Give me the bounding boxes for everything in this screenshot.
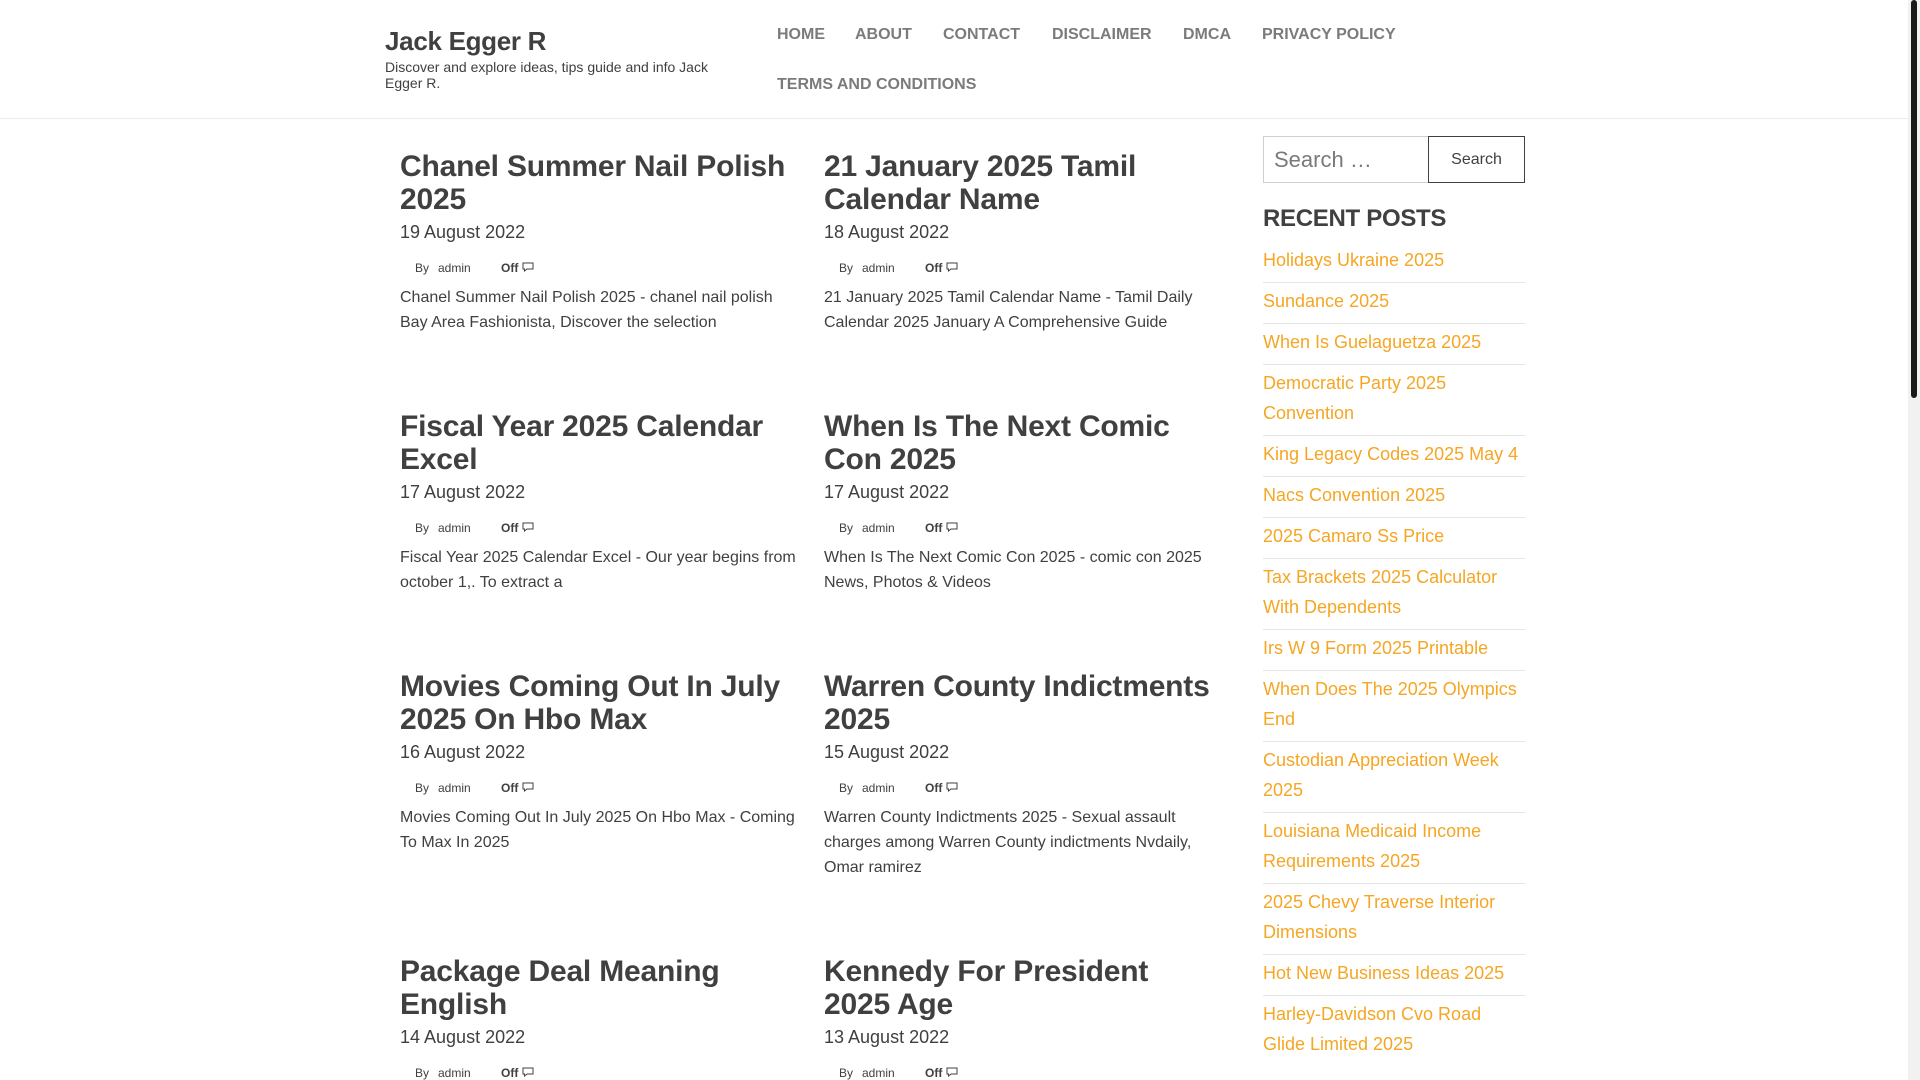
post-title[interactable]: Package Deal Meaning English — [400, 955, 720, 1021]
site-title[interactable]: Jack Egger R — [385, 26, 547, 56]
list-item — [1263, 671, 1525, 742]
byline-label: By — [839, 261, 854, 275]
post-author-link[interactable]: admin — [438, 1066, 471, 1080]
recent-post-link[interactable]: Tax Brackets 2025 Calculator With Dependents — [1263, 567, 1498, 617]
site-description: Discover and explore ideas, tips guide and info Jack Egger R. — [385, 59, 708, 91]
recent-posts-title: RECENT POSTS — [1263, 205, 1447, 232]
byline-label: By — [839, 521, 854, 535]
comment-icon — [522, 522, 534, 532]
post-date: 17 August 2022 — [400, 482, 526, 502]
post-author-link[interactable]: admin — [862, 781, 895, 795]
post-meta — [824, 781, 1220, 797]
comments-status: Off — [925, 1066, 943, 1080]
search-button[interactable]: Search — [1428, 136, 1525, 183]
post-author-link[interactable]: admin — [438, 521, 471, 535]
post-title[interactable]: Chanel Summer Nail Polish 2025 — [400, 150, 786, 216]
byline-label: By — [839, 781, 854, 795]
list-item — [1263, 242, 1525, 283]
post-card — [824, 955, 1220, 1080]
comment-icon — [946, 1067, 958, 1077]
byline-label: By — [415, 521, 430, 535]
recent-posts-list — [1263, 242, 1525, 1066]
post-title[interactable]: Movies Coming Out In July 2025 On Hbo Max — [400, 670, 781, 736]
list-item — [1263, 365, 1525, 436]
post-title[interactable]: When Is The Next Comic Con 2025 — [824, 410, 1170, 476]
byline-label: By — [415, 261, 430, 275]
recent-post-link[interactable]: 2025 Chevy Traverse Interior Dimensions — [1263, 892, 1496, 942]
nav-privacy-policy[interactable]: PRIVACY POLICY — [1262, 26, 1396, 43]
comment-icon — [946, 782, 958, 792]
post-title[interactable]: Warren County Indictments 2025 — [824, 670, 1210, 736]
post-author-link[interactable]: admin — [862, 521, 895, 535]
list-item — [1263, 996, 1525, 1066]
post-title[interactable]: Kennedy For President 2025 Age — [824, 955, 1149, 1021]
recent-post-link[interactable]: Democratic Party 2025 Convention — [1263, 373, 1447, 423]
post-meta — [824, 521, 1220, 537]
post-excerpt: Warren County Indictments 2025 - Sexual assault charges among Warren County indictments Nvdaily, Omar ramirez — [824, 809, 1192, 876]
search-input[interactable] — [1263, 136, 1430, 183]
nav-disclaimer[interactable]: DISCLAIMER — [1052, 26, 1152, 43]
post-author-link[interactable]: admin — [438, 781, 471, 795]
post-date: 13 August 2022 — [824, 1027, 950, 1047]
comments-status: Off — [501, 521, 519, 535]
comment-icon — [522, 1067, 534, 1077]
post-meta — [824, 261, 1220, 277]
post-date: 16 August 2022 — [400, 742, 526, 762]
post-date: 15 August 2022 — [824, 742, 950, 762]
post-card — [400, 670, 796, 855]
nav-about[interactable]: ABOUT — [855, 26, 912, 43]
list-item — [1263, 324, 1525, 365]
nav-home[interactable]: HOME — [777, 26, 825, 43]
scrollbar-thumb[interactable] — [1911, 0, 1917, 398]
post-excerpt: Fiscal Year 2025 Calendar Excel - Our year begins from october 1,. To extract a — [400, 549, 796, 591]
recent-post-link[interactable]: Louisiana Medicaid Income Requirements 2025 — [1263, 821, 1482, 871]
recent-post-link[interactable]: Nacs Convention 2025 — [1263, 485, 1446, 505]
comment-icon — [522, 262, 534, 272]
list-item — [1263, 477, 1525, 518]
post-meta — [400, 261, 796, 277]
post-card — [400, 410, 796, 595]
post-author-link[interactable]: admin — [862, 261, 895, 275]
byline-label: By — [415, 781, 430, 795]
post-card — [400, 150, 796, 335]
recent-post-link[interactable]: Hot New Business Ideas 2025 — [1263, 963, 1505, 983]
post-author-link[interactable]: admin — [862, 1066, 895, 1080]
post-excerpt: Chanel Summer Nail Polish 2025 - chanel nail polish Bay Area Fashionista, Discover the selection — [400, 289, 773, 331]
recent-post-link[interactable]: When Does The 2025 Olympics End — [1263, 679, 1517, 729]
post-title[interactable]: 21 January 2025 Tamil Calendar Name — [824, 150, 1137, 216]
list-item — [1263, 813, 1525, 884]
comments-status: Off — [925, 521, 943, 535]
site-branding — [385, 26, 725, 91]
list-item — [1263, 283, 1525, 324]
post-card — [824, 150, 1220, 335]
post-card — [400, 955, 796, 1080]
list-item — [1263, 884, 1525, 955]
recent-post-link[interactable]: Holidays Ukraine 2025 — [1263, 250, 1445, 270]
recent-post-link[interactable]: Irs W 9 Form 2025 Printable — [1263, 638, 1489, 658]
list-item — [1263, 742, 1525, 813]
list-item — [1263, 955, 1525, 996]
recent-post-link[interactable]: Sundance 2025 — [1263, 291, 1390, 311]
comments-status: Off — [501, 781, 519, 795]
post-date: 18 August 2022 — [824, 222, 950, 242]
list-item — [1263, 630, 1525, 671]
post-meta — [824, 1066, 1220, 1080]
comments-status: Off — [501, 261, 519, 275]
comments-status: Off — [501, 1066, 519, 1080]
post-meta — [400, 521, 796, 537]
post-meta — [400, 1066, 796, 1080]
list-item — [1263, 518, 1525, 559]
comments-status: Off — [925, 781, 943, 795]
nav-terms-and-conditions[interactable]: TERMS AND CONDITIONS — [777, 76, 977, 93]
post-excerpt: 21 January 2025 Tamil Calendar Name - Tamil Daily Calendar 2025 January A Comprehensive Guide — [824, 289, 1193, 331]
vertical-scrollbar[interactable] — [1908, 0, 1920, 1080]
post-excerpt: Movies Coming Out In July 2025 On Hbo Max - Coming To Max In 2025 — [400, 809, 795, 851]
list-item — [1263, 436, 1525, 477]
nav-dmca[interactable]: DMCA — [1183, 26, 1231, 43]
post-date: 14 August 2022 — [400, 1027, 526, 1047]
byline-label: By — [415, 1066, 430, 1080]
search-form — [1263, 136, 1525, 183]
recent-post-link[interactable]: Harley-Davidson Cvo Road Glide Limited 2025 — [1263, 1004, 1482, 1054]
recent-post-link[interactable]: King Legacy Codes 2025 May 4 — [1263, 444, 1519, 464]
post-date: 19 August 2022 — [400, 222, 526, 242]
comment-icon — [946, 522, 958, 532]
byline-label: By — [839, 1066, 854, 1080]
post-meta — [400, 781, 796, 797]
list-item — [1263, 559, 1525, 630]
site-header — [0, 0, 1908, 119]
nav-contact[interactable]: CONTACT — [943, 26, 1021, 43]
post-card — [824, 670, 1220, 880]
post-title[interactable]: Fiscal Year 2025 Calendar Excel — [400, 410, 764, 476]
comment-icon — [522, 782, 534, 792]
recent-post-link[interactable]: 2025 Camaro Ss Price — [1263, 526, 1445, 546]
post-excerpt: When Is The Next Comic Con 2025 - comic con 2025 News, Photos & Videos — [824, 549, 1202, 591]
comments-status: Off — [925, 261, 943, 275]
post-date: 17 August 2022 — [824, 482, 950, 502]
post-card — [824, 410, 1220, 595]
recent-post-link[interactable]: When Is Guelaguetza 2025 — [1263, 332, 1482, 352]
post-author-link[interactable]: admin — [438, 261, 471, 275]
comment-icon — [946, 262, 958, 272]
recent-post-link[interactable]: Custodian Appreciation Week 2025 — [1263, 750, 1499, 800]
